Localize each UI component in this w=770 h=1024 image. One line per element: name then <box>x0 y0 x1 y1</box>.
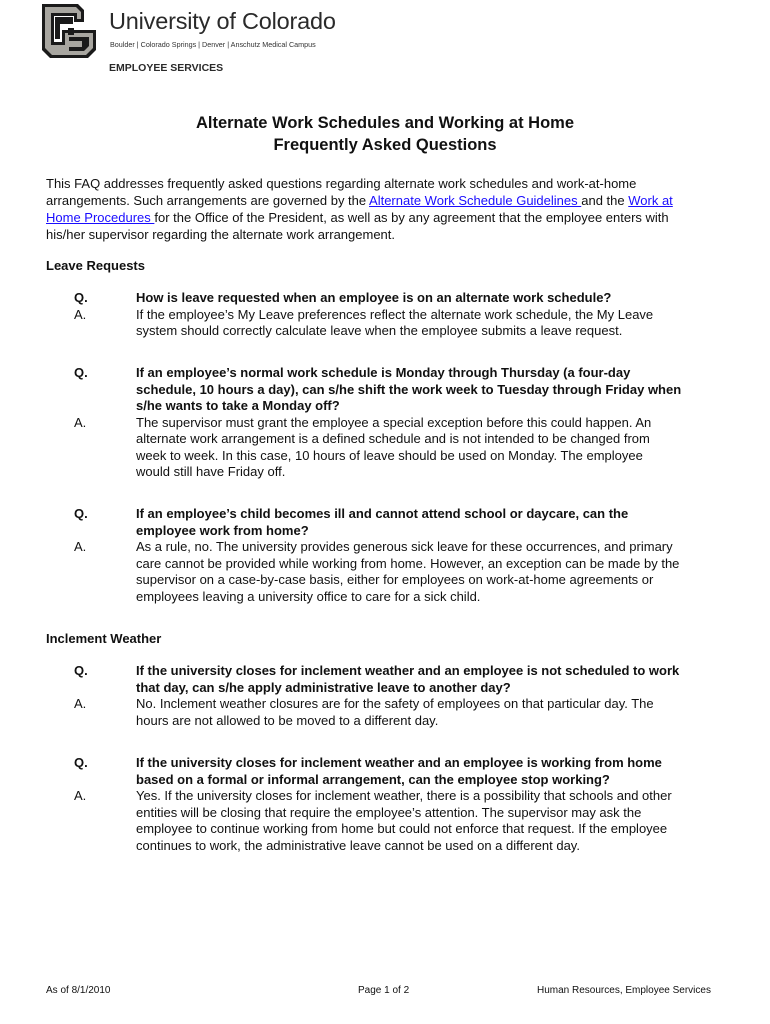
question <box>74 290 734 307</box>
q-label: Q. <box>74 663 88 678</box>
question <box>74 663 734 696</box>
answer-line: The supervisor must grant the employee a special exception before this could happen. An <box>136 414 652 430</box>
page-title: Alternate Work Schedules and Working at Home <box>195 114 575 132</box>
cu-logo-icon <box>38 2 100 60</box>
faq-item <box>74 506 734 605</box>
answer-line: care cannot be provided while working from home. However, an exception can be made by the <box>136 555 680 571</box>
question <box>74 506 734 539</box>
answer-line: supervisor on a case-by-case basis, either for employees on work-at-home agreements or <box>136 572 654 587</box>
question-line: If the university closes for inclement weather and an employee is working from home <box>136 755 662 770</box>
question-line: How is leave requested when an employee is on an alternate work schedule? <box>136 290 612 305</box>
question-line: If an employee’s child becomes ill and cannot attend school or daycare, can the <box>136 506 629 521</box>
question-line: schedule, 10 hours a day), can s/he shift the work week to Tuesday through Friday when <box>136 381 682 397</box>
work-at-home-procedures-link[interactable]: Work at <box>628 193 673 208</box>
a-label: A. <box>74 539 87 554</box>
q-label: Q. <box>74 365 88 380</box>
intro-line: his/her supervisor regarding the alternate work arrangement. <box>46 227 396 242</box>
answer-line: No. Inclement weather closures are for the safety of employees on that particular day. The <box>136 696 654 711</box>
a-label: A. <box>74 788 87 803</box>
a-label: A. <box>74 414 87 430</box>
q-label: Q. <box>74 755 88 770</box>
page-subtitle: Frequently Asked Questions <box>273 136 497 154</box>
section-heading-inclement-weather: Inclement Weather <box>46 631 162 646</box>
footer-date: As of 8/1/2010 <box>46 985 111 996</box>
q-label: Q. <box>74 290 88 305</box>
answer-line: hours are not allowed to be moved to a different day. <box>136 712 439 728</box>
question <box>74 365 734 415</box>
intro-line <box>46 209 736 226</box>
answer-line: Yes. If the university closes for inclement weather, there is a possibility that schools and other <box>136 788 672 803</box>
q-label: Q. <box>74 506 88 521</box>
intro-line: This FAQ addresses frequently asked questions regarding alternate work schedules and work-at-home <box>46 176 637 191</box>
question-line: If the university closes for inclement weather and an employee is not scheduled to work <box>136 663 680 678</box>
faq-item <box>74 663 734 729</box>
answer-line: employees leaving a university office to care for a sick child. <box>136 588 481 604</box>
answer <box>74 415 734 481</box>
intro-text: arrangements. Such arrangements are governed by the <box>46 193 370 208</box>
campus-list: Boulder | Colorado Springs | Denver | Anschutz Medical Campus <box>110 40 316 49</box>
work-at-home-procedures-link-cont[interactable]: Home Procedures <box>46 210 155 225</box>
answer-line: employee to continue working from home but could not enforce that request. If the employee <box>136 821 668 836</box>
answer-line: would still have Friday off. <box>136 464 286 479</box>
intro-paragraph <box>46 175 736 243</box>
answer <box>74 788 734 854</box>
answer-line: If the employee’s My Leave preferences reflect the alternate work schedule, the My Leave <box>136 306 654 322</box>
answer-line: system should correctly calculate leave when the employee submits a leave request. <box>136 323 623 338</box>
question-line: based on a formal or informal arrangement, can the employee stop working? <box>136 771 610 787</box>
footer-office: Human Resources, Employee Services <box>537 985 711 996</box>
answer-line: week to week. In this case, 10 hours of leave should be used on Monday. The employee <box>136 447 643 463</box>
a-label: A. <box>74 306 87 322</box>
section-heading-leave-requests: Leave Requests <box>46 258 145 273</box>
footer-page-number: Page 1 of 2 <box>358 985 410 996</box>
answer <box>74 307 734 340</box>
question-line: s/he wants to take a Monday off? <box>136 398 340 413</box>
answer-line: alternate work arrangement is a defined schedule and is not intended to be changed from <box>136 431 650 446</box>
university-name: University of Colorado <box>109 8 336 34</box>
question <box>74 755 734 788</box>
faq-item <box>74 290 734 340</box>
question-line: employee work from home? <box>136 522 309 538</box>
answer-line: continues to work, the administrative leave cannot be used on a different day. <box>136 837 580 853</box>
question-line: If an employee’s normal work schedule is Monday through Thursday (a four-day <box>136 365 631 380</box>
answer <box>74 696 734 729</box>
alternate-work-schedule-guidelines-link[interactable]: Alternate Work Schedule Guidelines <box>369 193 582 208</box>
faq-item <box>74 365 734 481</box>
intro-line <box>46 192 736 209</box>
intro-text: and the <box>581 193 629 208</box>
department-name: EMPLOYEE SERVICES <box>109 62 224 74</box>
intro-text: for the Office of the President, as well as by any agreement that the employee enters with <box>154 210 669 225</box>
answer <box>74 539 734 605</box>
faq-item <box>74 755 734 854</box>
answer-line: entities will be closing that require the employee’s attention. The supervisor may ask the <box>136 804 642 820</box>
a-label: A. <box>74 696 87 711</box>
question-line: that day, can s/he apply administrative leave to another day? <box>136 679 511 695</box>
answer-line: As a rule, no. The university provides generous sick leave for these occurrences, and primary <box>136 539 673 554</box>
